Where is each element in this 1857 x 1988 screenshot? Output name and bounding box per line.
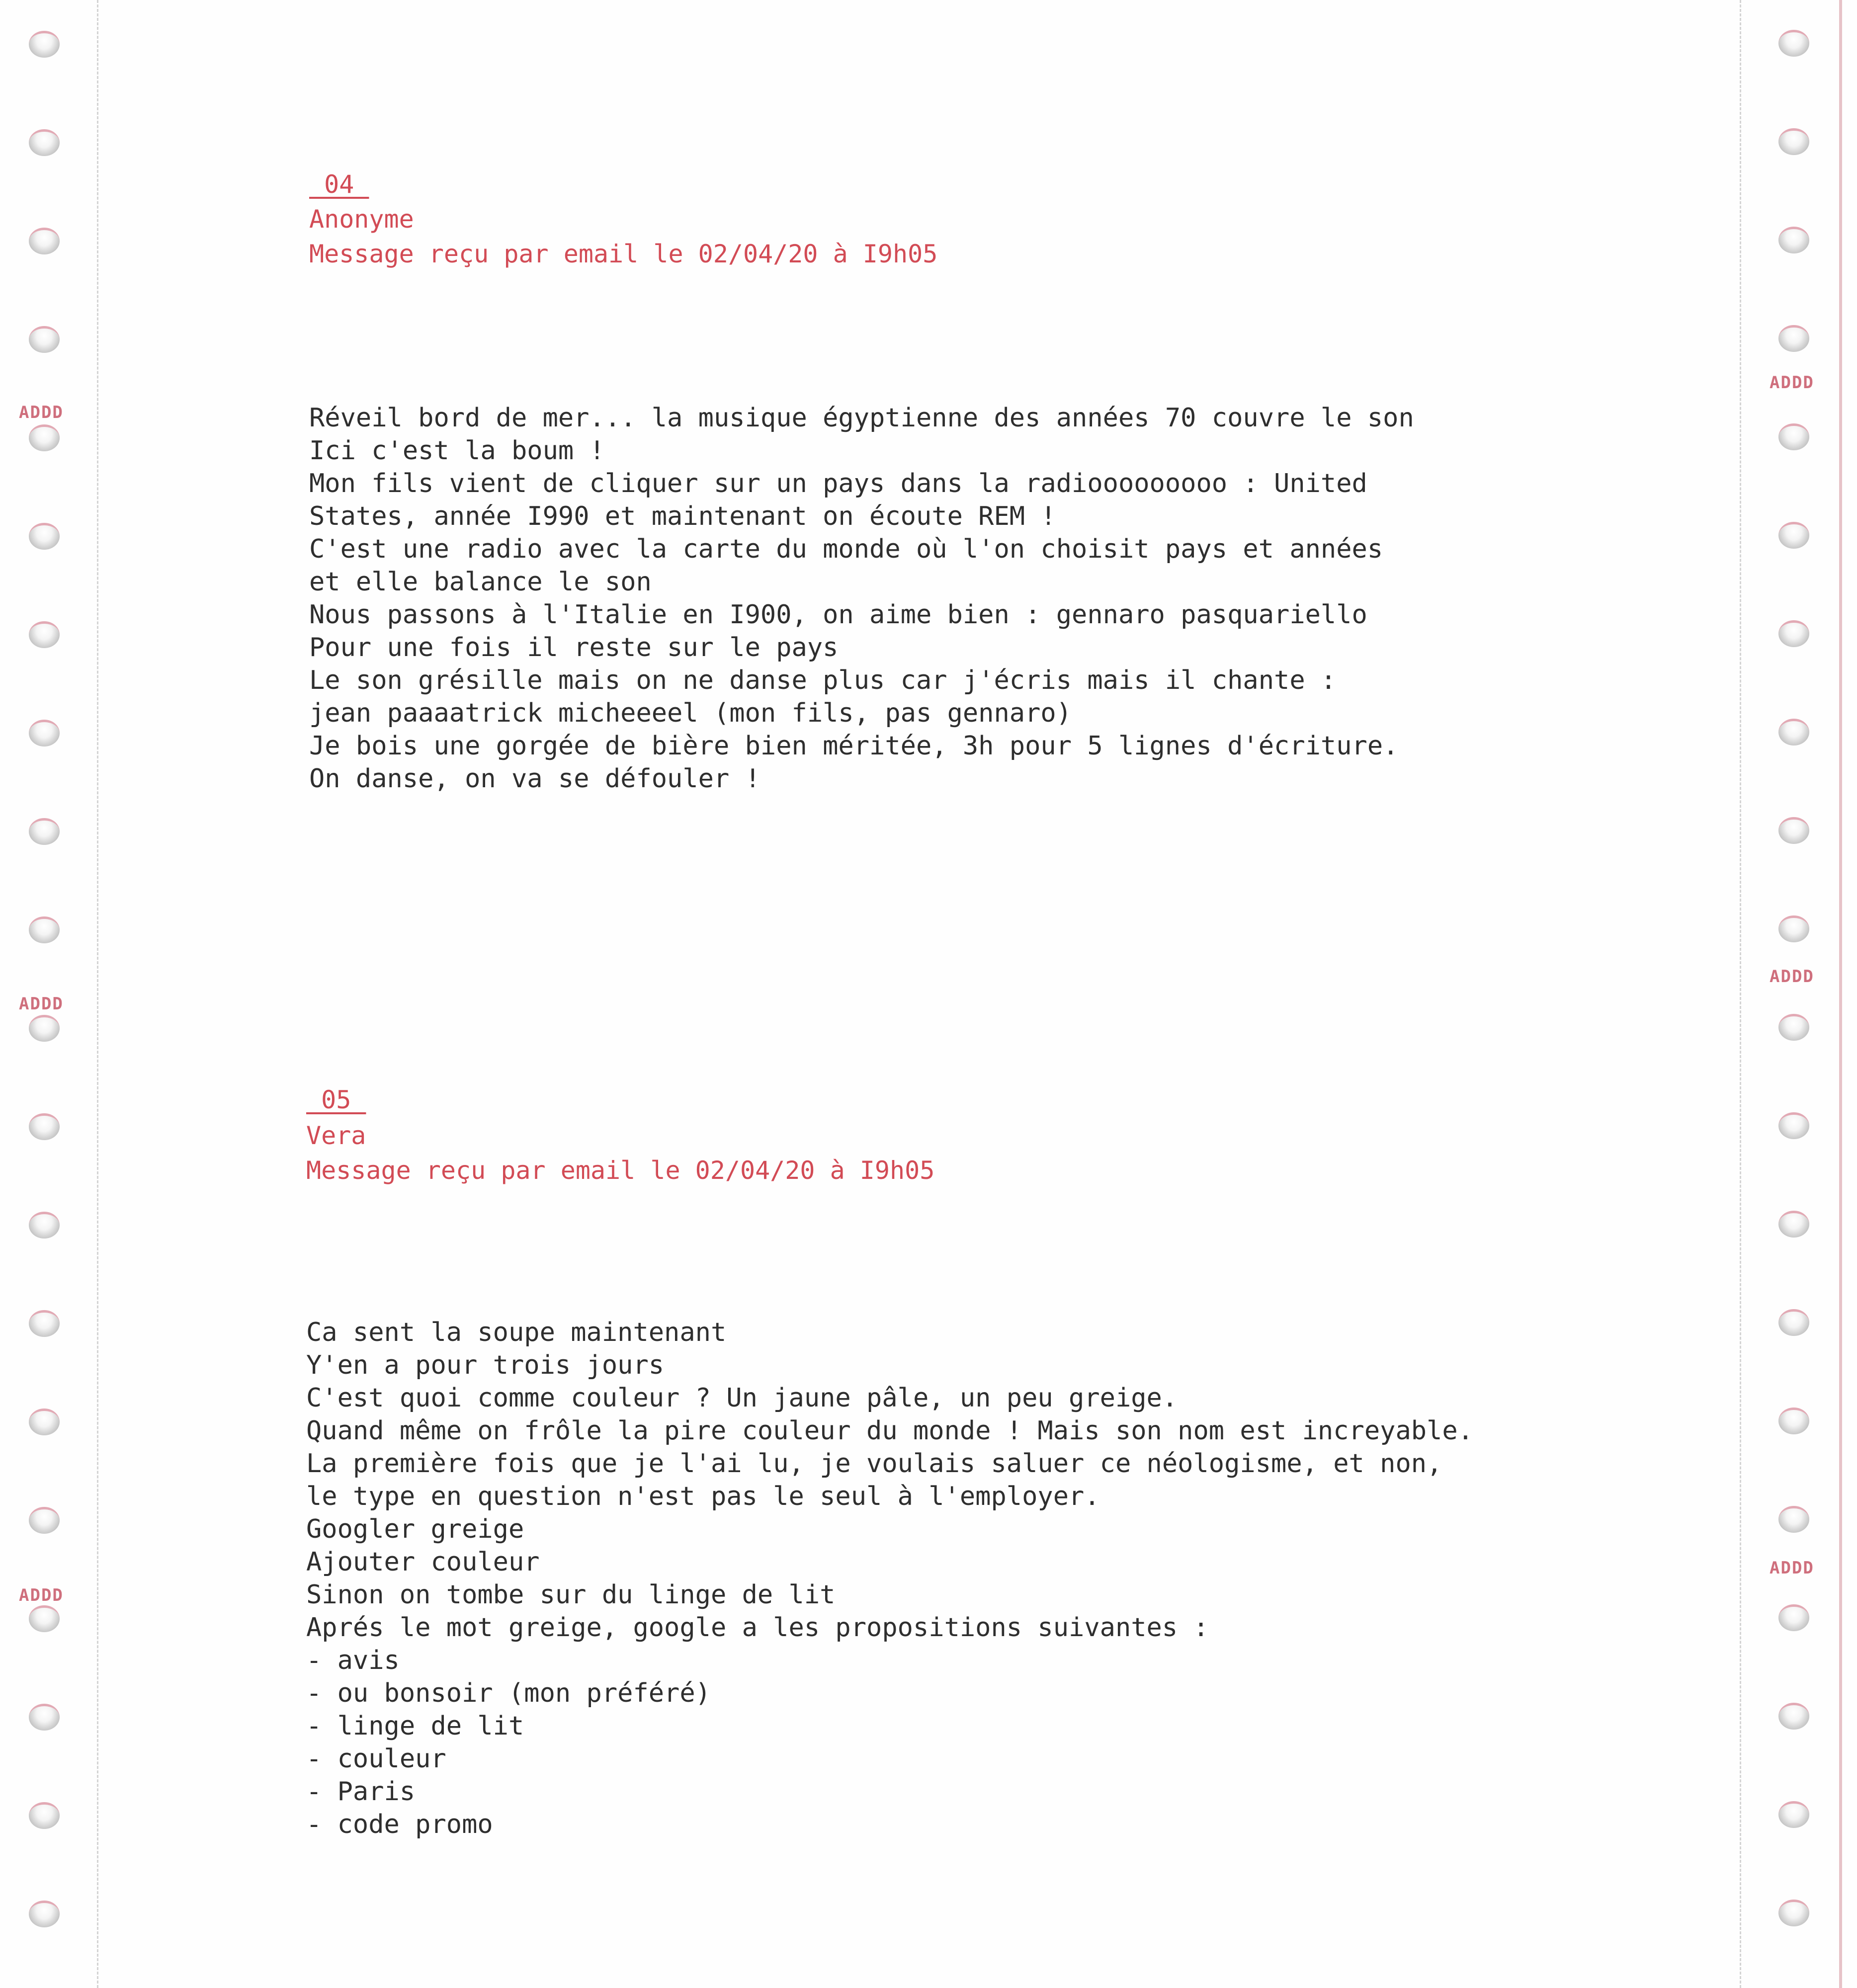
feed-hole: [29, 424, 60, 451]
body-line: Le son grésille mais on ne danse plus car j'écris mais il chante :: [309, 665, 1337, 695]
body-line: C'est une radio avec la carte du monde où l'on choisit pays et années: [309, 534, 1383, 564]
feed-hole: [1778, 1900, 1809, 1926]
feed-hole: [1778, 522, 1809, 549]
body-line: et elle balance le son: [309, 567, 652, 597]
feed-hole: [29, 228, 60, 254]
feed-hole: [1778, 1408, 1809, 1434]
feed-hole: [29, 1113, 60, 1140]
right-perforation-line: [1740, 0, 1741, 1988]
feed-hole: [29, 129, 60, 156]
entry-body: [306, 1316, 1473, 1841]
feed-hole: [1778, 719, 1809, 746]
body-line: Y'en a pour trois jours: [306, 1350, 665, 1380]
feed-hole: [29, 1704, 60, 1731]
right-margin-mark: ADDD: [1770, 967, 1814, 987]
body-line: - avis: [306, 1646, 400, 1675]
entry-meta: Message reçu par email le 02/04/20 à I9h05: [309, 240, 938, 268]
entry-author: Vera: [306, 1121, 366, 1150]
feed-hole: [29, 1310, 60, 1337]
body-line: jean paaaatrick micheeeel (mon fils, pas gennaro): [309, 698, 1072, 728]
feed-hole: [29, 326, 60, 353]
feed-hole: [1778, 1506, 1809, 1533]
body-line: - ou bonsoir (mon préféré): [306, 1678, 711, 1708]
body-line: Réveil bord de mer... la musique égyptienne des années 70 couvre le son: [309, 403, 1414, 433]
feed-hole: [1778, 1014, 1809, 1041]
body-line: States, année I990 et maintenant on écoute REM !: [309, 501, 1056, 531]
right-margin-mark: ADDD: [1770, 1558, 1814, 1578]
entry-number: _05_: [306, 1085, 366, 1114]
feed-hole: [1778, 423, 1809, 450]
body-line: Aprés le mot greige, google a les propositions suivantes :: [306, 1613, 1209, 1643]
feed-hole: [1778, 915, 1809, 942]
left-margin-mark: ADDD: [19, 1585, 64, 1605]
left-perforation-line: [97, 0, 98, 1988]
feed-hole: [29, 621, 60, 648]
feed-hole: [29, 1901, 60, 1927]
body-line: Pour une fois il reste sur le pays: [309, 633, 839, 663]
feed-hole: [29, 1212, 60, 1239]
entry-meta: Message reçu par email le 02/04/20 à I9h05: [306, 1156, 935, 1185]
feed-hole: [1778, 128, 1809, 155]
feed-hole: [1778, 620, 1809, 647]
feed-hole: [29, 1507, 60, 1534]
feed-hole: [1778, 30, 1809, 57]
feed-hole: [29, 31, 60, 58]
body-line: - couleur: [306, 1744, 446, 1774]
body-line: - Paris: [306, 1777, 416, 1807]
feed-hole: [29, 818, 60, 845]
body-line: La première fois que je l'ai lu, je voulais saluer ce néologisme, et non,: [306, 1449, 1442, 1479]
body-line: le type en question n'est pas le seul à l'employer.: [306, 1482, 1100, 1511]
body-line: Ici c'est la boum !: [309, 436, 605, 466]
feed-hole: [1778, 325, 1809, 352]
left-margin-mark: ADDD: [19, 403, 64, 422]
left-margin-mark: ADDD: [19, 994, 64, 1014]
body-line: - code promo: [306, 1810, 493, 1839]
body-line: Ajouter couleur: [306, 1547, 540, 1577]
feed-hole: [1778, 817, 1809, 844]
body-line: - linge de lit: [306, 1711, 524, 1741]
feed-hole: [1778, 227, 1809, 253]
right-margin-mark: ADDD: [1770, 373, 1814, 393]
body-line: Mon fils vient de cliquer sur un pays dans la radiooooooooo : United: [309, 469, 1367, 498]
feed-hole: [29, 523, 60, 550]
right-paper-edge: [1839, 0, 1842, 1988]
feed-hole: [1778, 1211, 1809, 1238]
body-line: Nous passons à l'Italie en I900, on aime bien : gennaro pasquariello: [309, 600, 1367, 630]
feed-hole: [29, 1015, 60, 1042]
feed-hole: [1778, 1801, 1809, 1828]
entry-author: Anonyme: [309, 205, 414, 234]
entry-number: _04_: [309, 170, 369, 199]
entry-body: [309, 402, 1414, 795]
feed-hole: [29, 720, 60, 746]
feed-hole: [29, 1802, 60, 1829]
feed-hole: [1778, 1309, 1809, 1336]
feed-hole: [29, 1605, 60, 1632]
body-line: On danse, on va se défouler !: [309, 764, 760, 794]
body-line: Je bois une gorgée de bière bien méritée, 3h pour 5 lignes d'écriture.: [309, 731, 1399, 761]
feed-hole: [1778, 1112, 1809, 1139]
feed-hole: [1778, 1703, 1809, 1730]
body-line: Quand même on frôle la pire couleur du monde ! Mais son nom est increyable.: [306, 1416, 1473, 1446]
feed-hole: [29, 916, 60, 943]
body-line: C'est quoi comme couleur ? Un jaune pâle, un peu greige.: [306, 1383, 1178, 1413]
body-line: Googler greige: [306, 1514, 524, 1544]
feed-hole: [29, 1408, 60, 1435]
body-line: Ca sent la soupe maintenant: [306, 1318, 727, 1347]
feed-hole: [1778, 1604, 1809, 1631]
body-line: Sinon on tombe sur du linge de lit: [306, 1580, 836, 1610]
